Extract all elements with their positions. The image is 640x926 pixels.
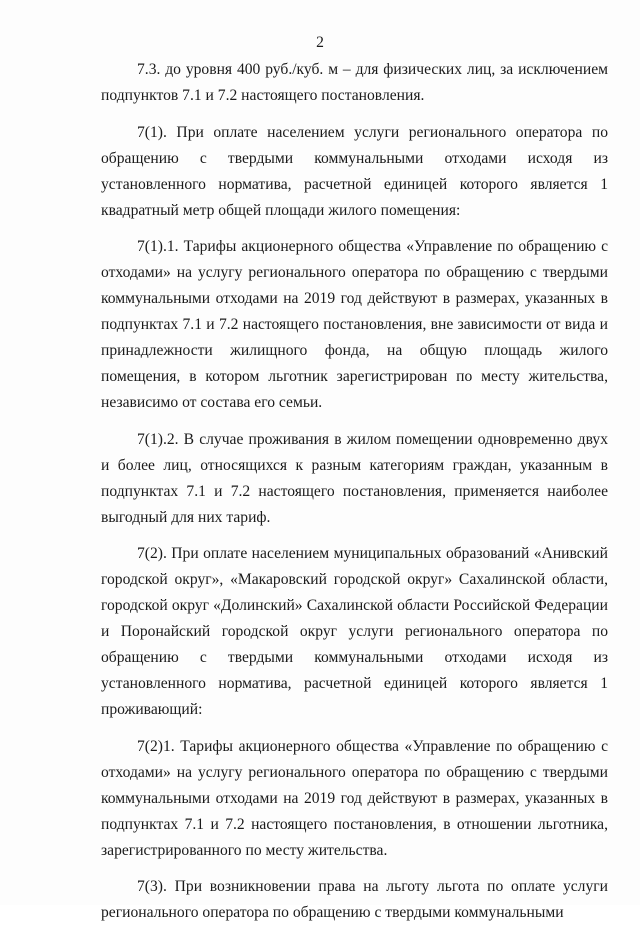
paragraph-7-2: 7(2). При оплате населением муниципальных образований «Анивский городской округ», «Макаровский городской округ» Сахалинской области, городской округ «Долинский» Сахалинской области Российской Федерации и Поронайский городской округ услуги регионального оператора по обращению с твердыми коммунальными отходами исходя из установленного норматива, расчетной единицей которого является 1 проживающий: [101,545,608,718]
paragraph-7-3-privilege: 7(3). При возникновении права на льготу льгота по оплате услуги регионального оператора по обращению с твердыми коммунальными [101,878,608,921]
paragraph-7-1-2: 7(1).2. В случае проживания в жилом помещении одновременно двух и более лиц, относящихся к разным категориям граждан, указанным в подпунктах 7.1 и 7.2 настоящего постановления, применяется наиболее выгодный для них тариф. [101,430,608,526]
page-number: 2 [316,34,324,51]
paragraph-7-2-1: 7(2)1. Тарифы акционерного общества «Управление по обращению с отходами» на услугу регионального оператора по обращению с твердыми коммунальными отходами на 2019 год действуют в размерах, указанных в подпунктах 7.1 и 7.2 настоящего постановления, в отношении льготника, зарегистрированного по месту жительства. [101,737,608,859]
paragraph-7-1: 7(1). При оплате населением услуги регионального оператора по обращению с твердыми коммунальными отходами исходя из установленного норматива, расчетной единицей которого является 1 квадратный метр общей площади жилого помещения: [101,123,608,219]
document-body [101,57,608,926]
paragraph-7-1-1: 7(1).1. Тарифы акционерного общества «Управление по обращению с отходами» на услугу регионального оператора по обращению с твердыми коммунальными отходами на 2019 год действуют в размерах, указанных в подпунктах 7.1 и 7.2 настоящего постановления, вне зависимости от вида и принадлежности жилищного фонда, на общую площадь жилого помещения, в котором льготник зарегистрирован по месту жительства, независимо от состава его семьи. [101,238,608,411]
paragraph-7-3: 7.3. до уровня 400 руб./куб. м – для физических лиц, за исключением подпунктов 7.1 и 7.2 настоящего постановления. [101,61,608,104]
